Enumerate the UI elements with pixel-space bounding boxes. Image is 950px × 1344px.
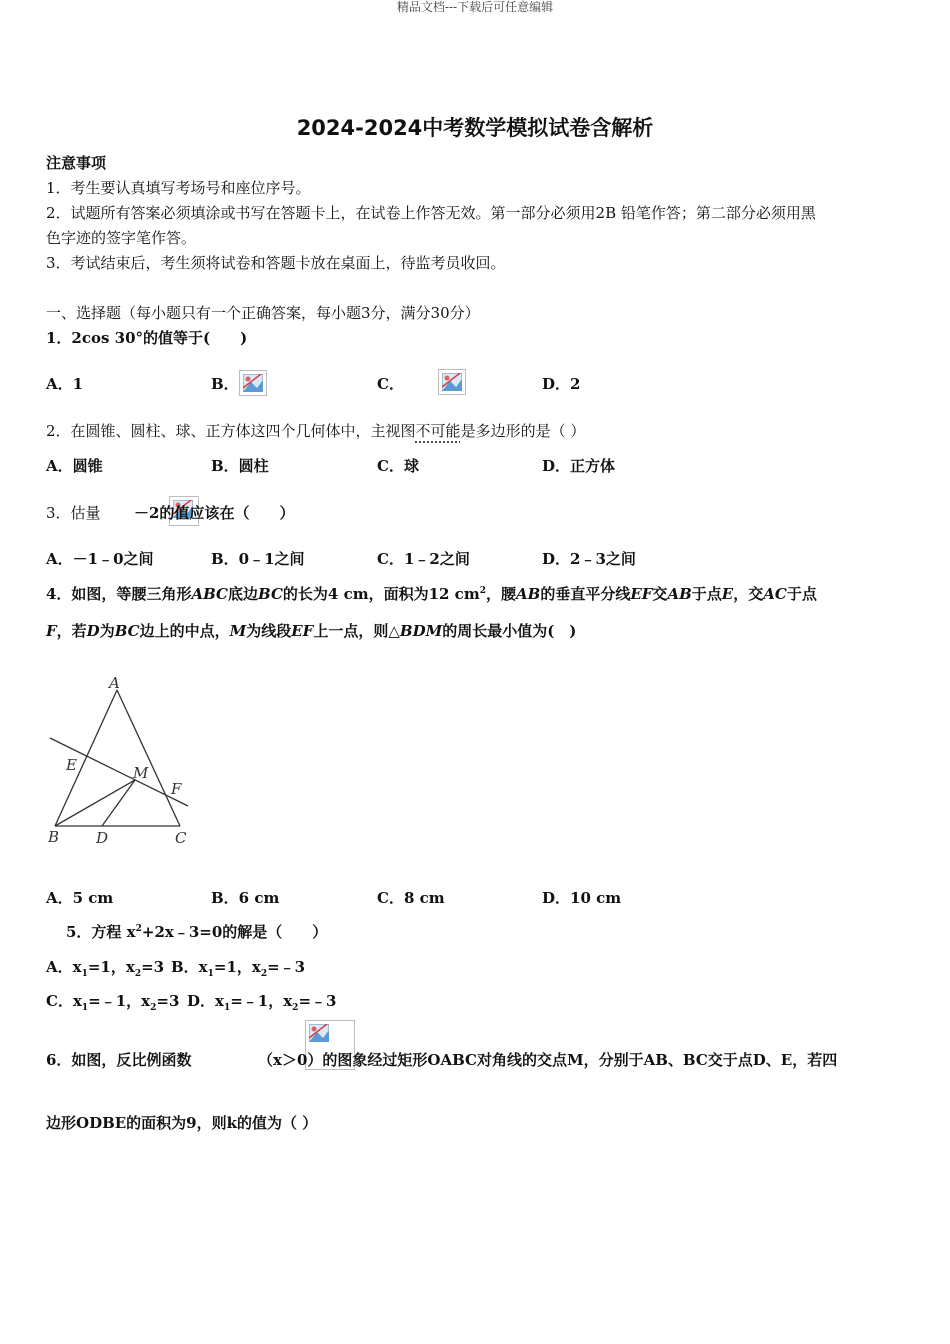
q5-sq: 2 xyxy=(135,924,142,934)
q5-b-text: =﹣3 xyxy=(267,958,306,976)
q4-stem-line2 xyxy=(46,620,576,641)
q1-option-b-label: B． xyxy=(211,375,239,393)
q5-c-text: =3 xyxy=(156,992,180,1010)
q5-text: +2x﹣3=0的解是（ ） xyxy=(141,923,328,941)
label-d: D xyxy=(96,829,109,847)
label-b: B xyxy=(48,828,60,846)
q2-stem xyxy=(46,420,585,441)
q4-text: 边上的中点， xyxy=(139,622,230,640)
q5-d-text: =﹣3 xyxy=(298,992,337,1010)
q5-stem xyxy=(66,921,327,942)
q3-option-b: B．0﹣1之间 xyxy=(211,550,305,568)
q4-text: 为线段 xyxy=(246,622,292,640)
page-header: 精品文档---下载后可任意编辑 xyxy=(396,0,554,14)
q5-a-text: A．x xyxy=(46,958,82,976)
notice-item-3: 3．考试结束后，考生须将试卷和答题卡放在桌面上，待监考员收回。 xyxy=(46,254,506,272)
notice-item-1: 1．考生要认真填写考场号和座位序号。 xyxy=(46,179,311,197)
q5-d-text: =﹣1，x xyxy=(230,992,293,1010)
q5-sub: 2 xyxy=(150,1003,157,1013)
q4-text: 为 xyxy=(99,622,115,640)
q2-option-c: C．球 xyxy=(377,457,419,475)
q4-option-c: C．8 cm xyxy=(377,889,445,907)
q3-stem-pre: 3．估量 xyxy=(46,504,101,522)
q4-text: 4．如图，等腰三角形 xyxy=(46,585,192,603)
q4-text: 上一点，则△ xyxy=(313,622,400,640)
page-title: 2024-2024中考数学模拟试卷含解析 xyxy=(296,116,654,140)
q4-e: E xyxy=(721,585,734,603)
q4-d: D xyxy=(86,622,100,640)
q4-ac: AC xyxy=(763,585,787,603)
q1-option-a: A．1 xyxy=(46,375,84,393)
q5-b-text: B．x xyxy=(171,958,208,976)
q4-text: ，若 xyxy=(56,622,87,640)
q4-bdm: BDM xyxy=(399,622,443,640)
q1-option-b xyxy=(211,373,239,394)
q4-text: 的周长最小值为( ) xyxy=(442,622,577,640)
q4-text: 底边 xyxy=(228,585,259,603)
q4-text: 交 xyxy=(652,585,668,603)
q5-option-d xyxy=(187,990,336,1013)
q5-option-c xyxy=(46,990,179,1013)
q4-abc: ABC xyxy=(191,585,228,603)
q5-a-text: =1，x xyxy=(87,958,135,976)
q4-option-a: A．5 cm xyxy=(46,889,114,907)
q4-ab2: AB xyxy=(667,585,692,603)
segment-dm xyxy=(102,780,135,826)
q6-stem-line2: 边形ODBE的面积为9，则k的值为（ ） xyxy=(46,1114,318,1132)
q4-ef2: EF xyxy=(291,622,314,640)
q5-option-b xyxy=(171,956,305,979)
q4-option-d: D．10 cm xyxy=(542,889,622,907)
q4-text: 于点 xyxy=(786,585,817,603)
q4-bc: BC xyxy=(258,585,283,603)
q4-option-b: B．6 cm xyxy=(211,889,280,907)
q5-sub: 1 xyxy=(81,1003,89,1013)
q1-option-c: C． xyxy=(377,375,404,393)
q4-sq: 2 xyxy=(479,586,486,596)
q5-option-a xyxy=(46,956,164,979)
q2-option-b: B．圆柱 xyxy=(211,457,269,475)
label-e: E xyxy=(66,756,77,774)
section-heading: 一、选择题（每小题只有一个正确答案，每小题3分，满分30分） xyxy=(46,304,480,322)
segment-bm xyxy=(55,780,135,826)
q2-stem-post: 是多边形的是（ ） xyxy=(460,422,586,440)
q4-ab: AB xyxy=(515,585,541,603)
q2-stem-pre: 2．在圆锥、圆柱、球、正方体这四个几何体中，主视图 xyxy=(46,422,416,440)
q1-option-d: D．2 xyxy=(542,375,581,393)
segment-ab xyxy=(55,690,117,826)
q5-b-text: =1，x xyxy=(213,958,261,976)
q5-sub: 2 xyxy=(260,969,268,979)
label-c: C xyxy=(175,829,187,847)
q1-stem: 1．2cos 30°的值等于( ) xyxy=(46,329,248,347)
q5-c-text: =﹣1，x xyxy=(88,992,151,1010)
q5-a-text: =3 xyxy=(141,958,165,976)
q5-sub: 2 xyxy=(134,969,142,979)
q3-option-a: A．－1﹣0之间 xyxy=(46,550,154,568)
broken-image-icon xyxy=(239,370,267,396)
q2-stem-emphasis: 不可能 xyxy=(415,422,461,440)
label-m: M xyxy=(133,764,149,782)
notice-heading: 注意事项 xyxy=(46,154,107,172)
notice-item-2-cont: 色字迹的签字笔作答。 xyxy=(46,229,197,247)
q4-text: 的垂直平分线 xyxy=(540,585,631,603)
q4-text: 的长为4 cm，面积为12 cm xyxy=(282,585,480,603)
segment-ac xyxy=(117,690,180,826)
notice-item-2: 2．试题所有答案必须填涂或书写在答题卡上，在试卷上作答无效。第一部分必须用2B 铅笔作答；第二部分必须用黑 xyxy=(46,204,816,222)
q2-option-a: A．圆锥 xyxy=(46,457,103,475)
q5-text: 5．方程 x xyxy=(66,923,136,941)
q4-m: M xyxy=(229,622,247,640)
q5-sub: 2 xyxy=(292,1003,299,1013)
q5-sub: 1 xyxy=(207,969,214,979)
broken-image-icon xyxy=(438,369,466,395)
q2-option-d: D．正方体 xyxy=(542,457,616,475)
q4-triangle-figure xyxy=(40,670,200,850)
label-a: A xyxy=(109,674,120,692)
q4-text: ，交 xyxy=(733,585,764,603)
q6-stem-a: 6．如图，反比例函数 xyxy=(46,1051,192,1069)
q4-stem-line1 xyxy=(46,583,817,604)
q5-sub: 1 xyxy=(81,969,88,979)
q4-ef: EF xyxy=(630,585,653,603)
q3-option-d: D．2﹣3之间 xyxy=(542,550,636,568)
q3-stem-post: －2的值应该在（ ） xyxy=(134,504,295,522)
q5-c-text: C．x xyxy=(46,992,82,1010)
q5-sub: 1 xyxy=(223,1003,231,1013)
label-f: F xyxy=(171,780,182,798)
q4-bc2: BC xyxy=(114,622,140,640)
q6-stem-b: （x＞0）的图象经过矩形OABC对角线的交点M，分别于AB、BC交于点D、E，若四 xyxy=(258,1051,838,1069)
q4-text: ，腰 xyxy=(485,585,516,603)
q4-text: 于点 xyxy=(691,585,722,603)
q4-f: F xyxy=(46,622,57,640)
q3-option-c: C．1﹣2之间 xyxy=(377,550,470,568)
q5-d-text: D．x xyxy=(187,992,224,1010)
